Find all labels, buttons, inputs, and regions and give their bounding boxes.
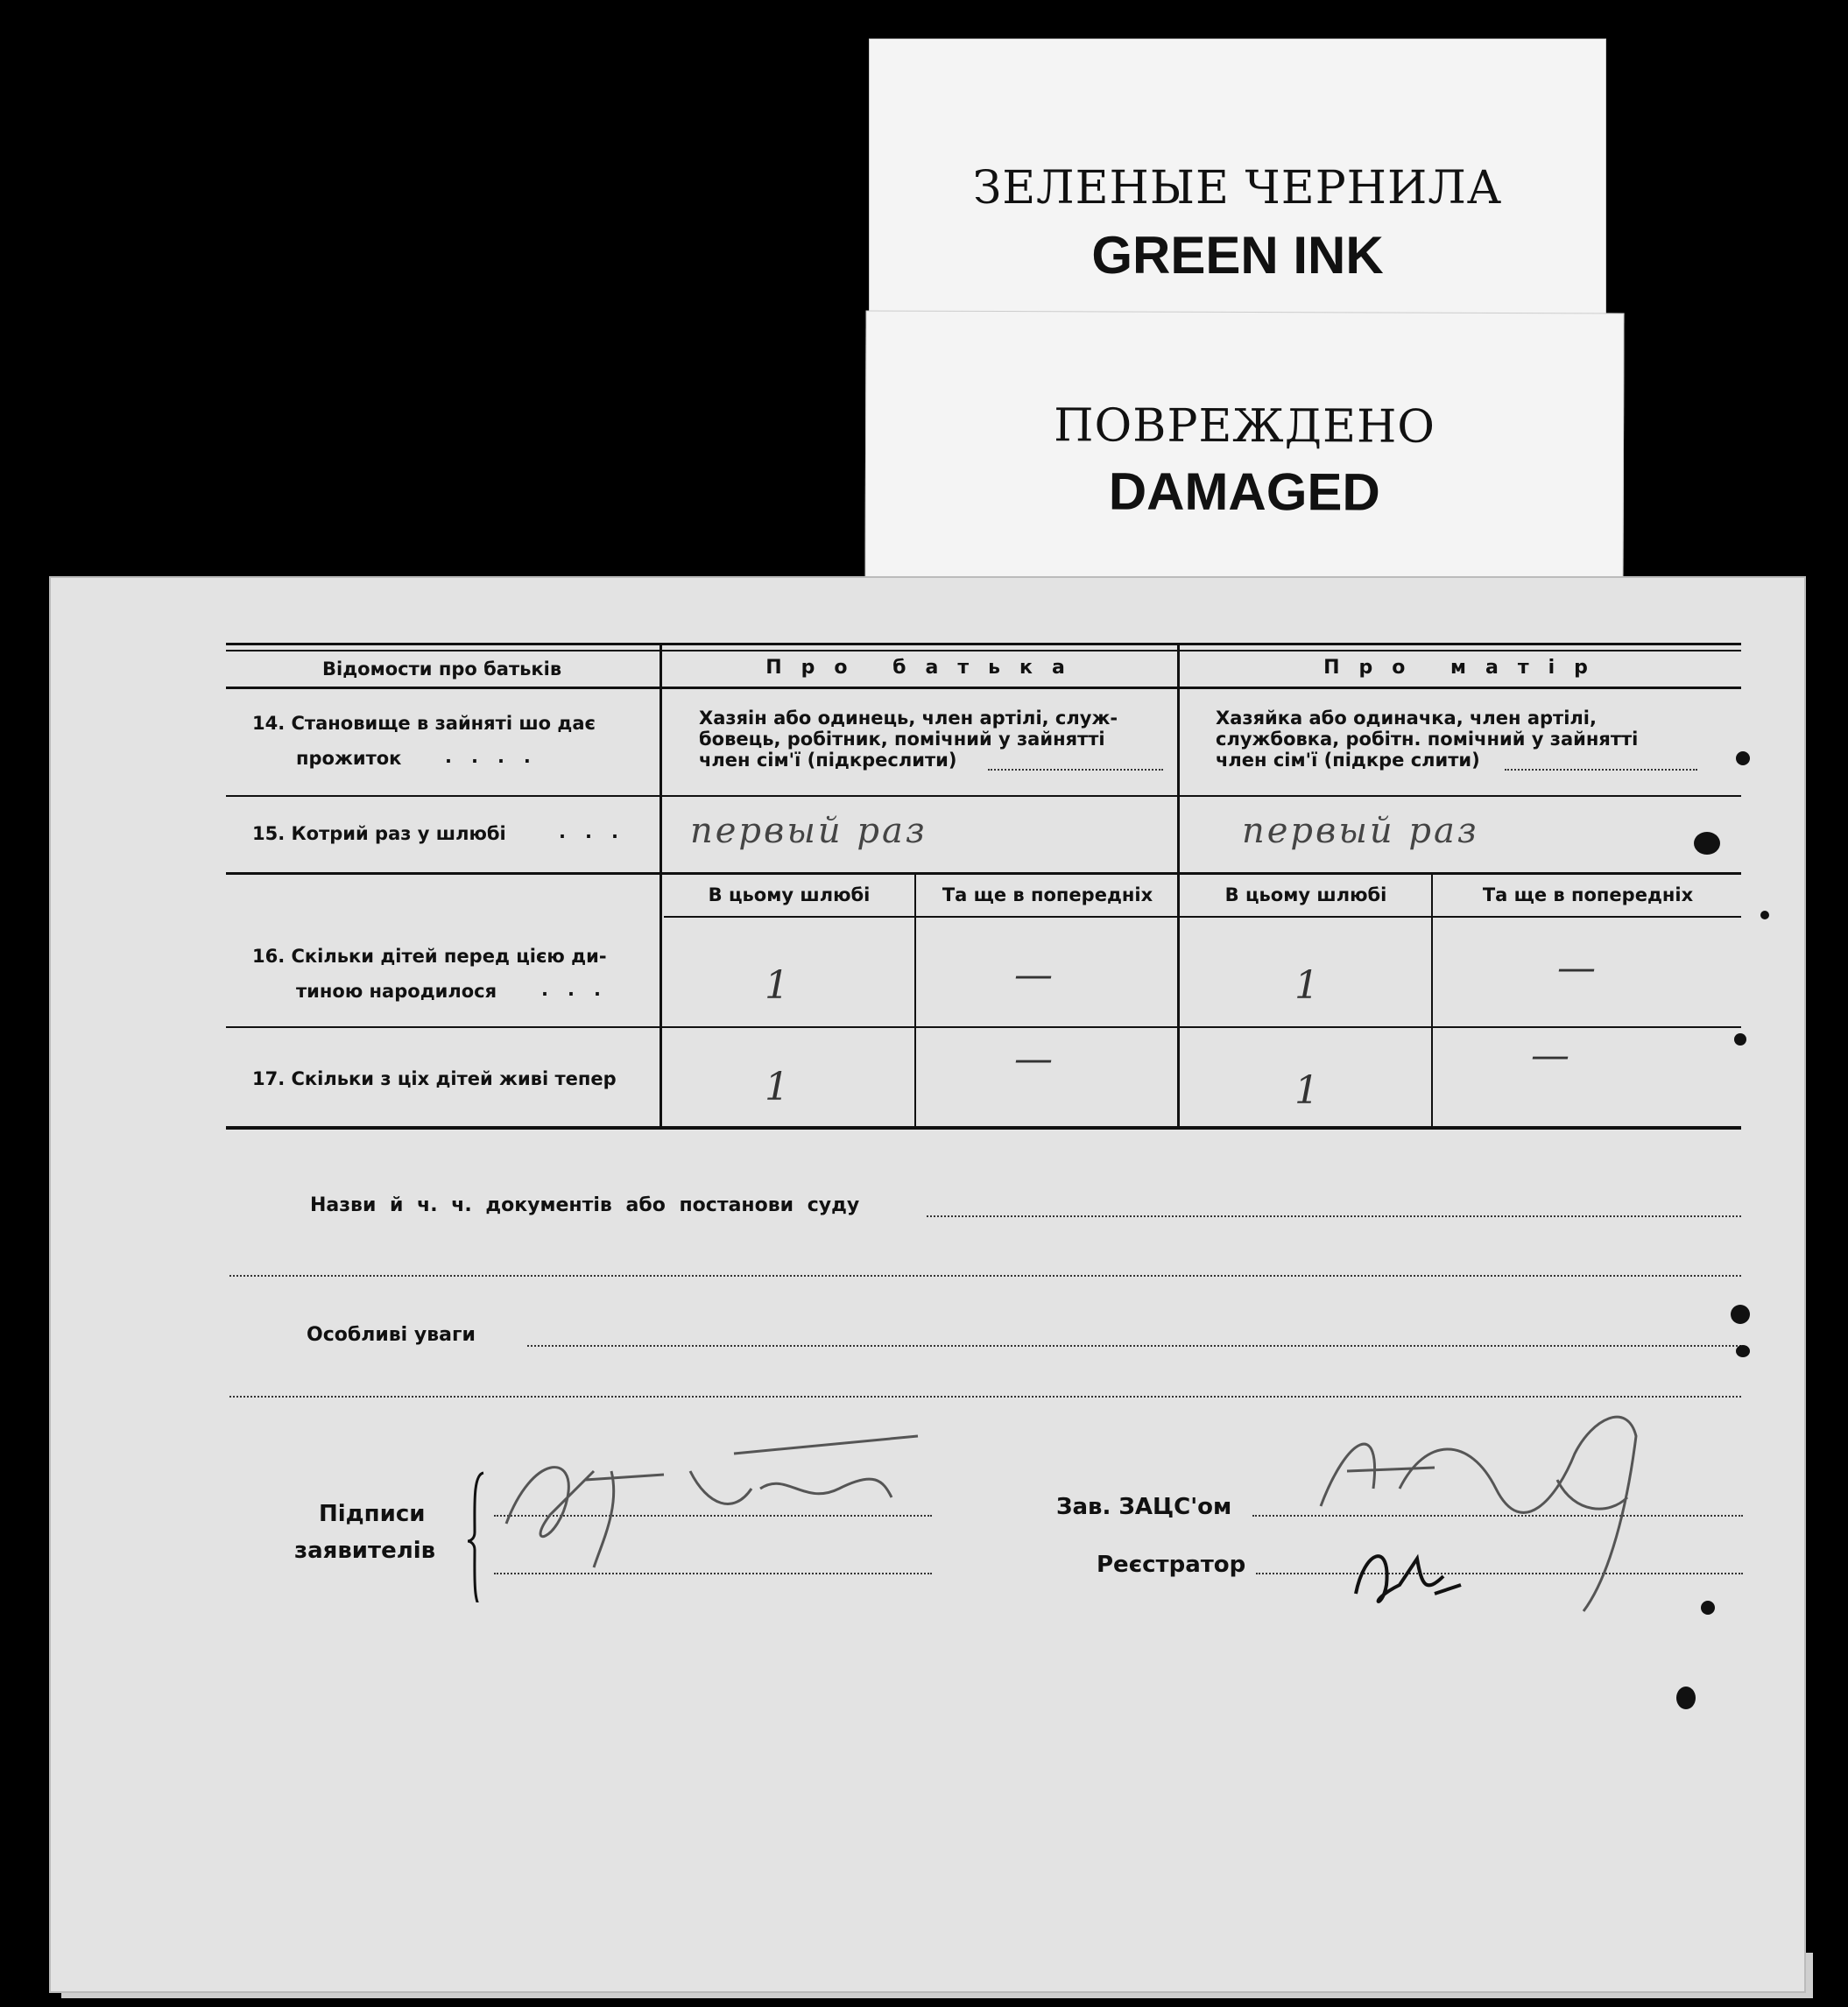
- header-mother: Про матір: [1323, 657, 1607, 679]
- registrar-label: Реєстратор: [1097, 1552, 1246, 1578]
- binding-hole-8: [1676, 1687, 1696, 1709]
- row16-mother-prev: —: [1557, 946, 1596, 990]
- remarks-label: Особливі уваги: [307, 1324, 476, 1346]
- row16-mother-this: 1: [1294, 963, 1319, 1008]
- row16-label-dots: ...: [541, 979, 620, 1000]
- signatures-brace: [466, 1471, 485, 1602]
- table-top-rule-inner: [226, 650, 1741, 651]
- row17-label: 17. Скільки з ціх дітей живі тепер: [252, 1068, 617, 1089]
- row14-father-dotline: [988, 769, 1163, 771]
- row14-bottom-rule: [226, 795, 1741, 797]
- binding-hole-7: [1701, 1601, 1715, 1615]
- row15-bottom-rule: [226, 872, 1741, 875]
- subheader-father-this-marriage: В цьому шлюбі: [708, 884, 871, 905]
- row14-father-line3: член сім'ї (підкреслити): [699, 750, 957, 771]
- row14-label-line2: прожиток: [296, 748, 402, 769]
- row17-mother-this: 1: [1294, 1068, 1319, 1113]
- row14-label-line1: 14. Становище в зайняті шо дає: [252, 713, 596, 734]
- head-zags-label: Зав. ЗАЦС'ом: [1056, 1494, 1232, 1520]
- row14-mother-dotline: [1505, 769, 1697, 771]
- subheader-father-previous: Та ще в попередніх: [942, 884, 1153, 905]
- row17-father-this: 1: [765, 1065, 789, 1109]
- binding-hole-4: [1734, 1033, 1746, 1046]
- damaged-notice-ru: ПОВРЕЖДЕНО: [1054, 399, 1436, 454]
- registrar-signature-image: [1338, 1532, 1487, 1620]
- row15-mother-value: первый раз: [1242, 811, 1479, 851]
- documents-label: Назви й ч. ч. документів або постанови суду: [310, 1194, 860, 1216]
- row14-father-line1: Хазяін або одинець, член артілі, служ-: [699, 708, 1118, 729]
- signatures-label-line1: Підписи: [319, 1501, 426, 1527]
- row15-label-dots: ...: [559, 821, 638, 842]
- row14-label-dots: ....: [445, 746, 550, 767]
- binding-hole-3: [1760, 911, 1769, 919]
- table-bottom-rule: [226, 1126, 1741, 1130]
- row17-father-prev: —: [1014, 1037, 1053, 1081]
- row14-mother-line2: службовка, робітн. помічний у зайнятті: [1216, 729, 1639, 750]
- signatures-label-line2: заявителів: [294, 1538, 436, 1564]
- remarks-dotline: [527, 1345, 1741, 1347]
- header-bottom-rule: [226, 687, 1741, 689]
- row16-bottom-rule: [226, 1026, 1741, 1028]
- mother-subcol-divider: [1431, 874, 1433, 1130]
- row15-label: 15. Котрий раз у шлюбі: [252, 823, 506, 844]
- row14-mother-line1: Хазяйка або одиначка, член артілі,: [1216, 708, 1597, 729]
- subheader-bottom-rule: [664, 916, 1741, 918]
- col-divider-1: [659, 643, 662, 1130]
- binding-hole-6: [1736, 1345, 1750, 1357]
- row17-mother-prev: —: [1531, 1033, 1569, 1078]
- damaged-notice-card: [864, 310, 1624, 593]
- row16-label-line2: тиною народилося: [296, 981, 497, 1002]
- header-parents-info: Відомости про батьків: [322, 658, 562, 680]
- row16-father-this: 1: [765, 963, 789, 1008]
- row16-label-line1: 16. Скільки дітей перед цією ди-: [252, 946, 607, 967]
- binding-hole-2: [1694, 832, 1720, 855]
- documents-dotline-2: [229, 1275, 1741, 1277]
- documents-dotline: [927, 1215, 1741, 1217]
- col-divider-2: [1177, 643, 1180, 1130]
- green-ink-notice-en: GREEN INK: [1091, 226, 1384, 285]
- row16-father-prev: —: [1014, 953, 1053, 997]
- subheader-mother-previous: Та ще в попередніх: [1482, 884, 1694, 905]
- subheader-mother-this-marriage: В цьому шлюбі: [1224, 884, 1387, 905]
- row14-mother-line3: член сім'ї (підкре слити): [1216, 750, 1480, 771]
- damaged-notice-en: DAMAGED: [1108, 461, 1380, 522]
- applicant-signature-image: [471, 1419, 962, 1576]
- binding-hole-5: [1731, 1305, 1750, 1324]
- header-father: Про батька: [765, 657, 1084, 679]
- green-ink-notice-ru: ЗЕЛЕНЫЕ ЧЕРНИЛА: [972, 162, 1503, 215]
- green-ink-notice-card: [869, 39, 1606, 327]
- table-top-rule: [226, 643, 1741, 645]
- row14-father-line2: бовець, робітник, помічний у зайнятті: [699, 729, 1105, 750]
- row15-father-value: первый раз: [690, 811, 928, 851]
- registration-form-sheet: [49, 576, 1806, 1993]
- father-subcol-divider: [914, 874, 916, 1130]
- binding-hole-1: [1736, 751, 1750, 765]
